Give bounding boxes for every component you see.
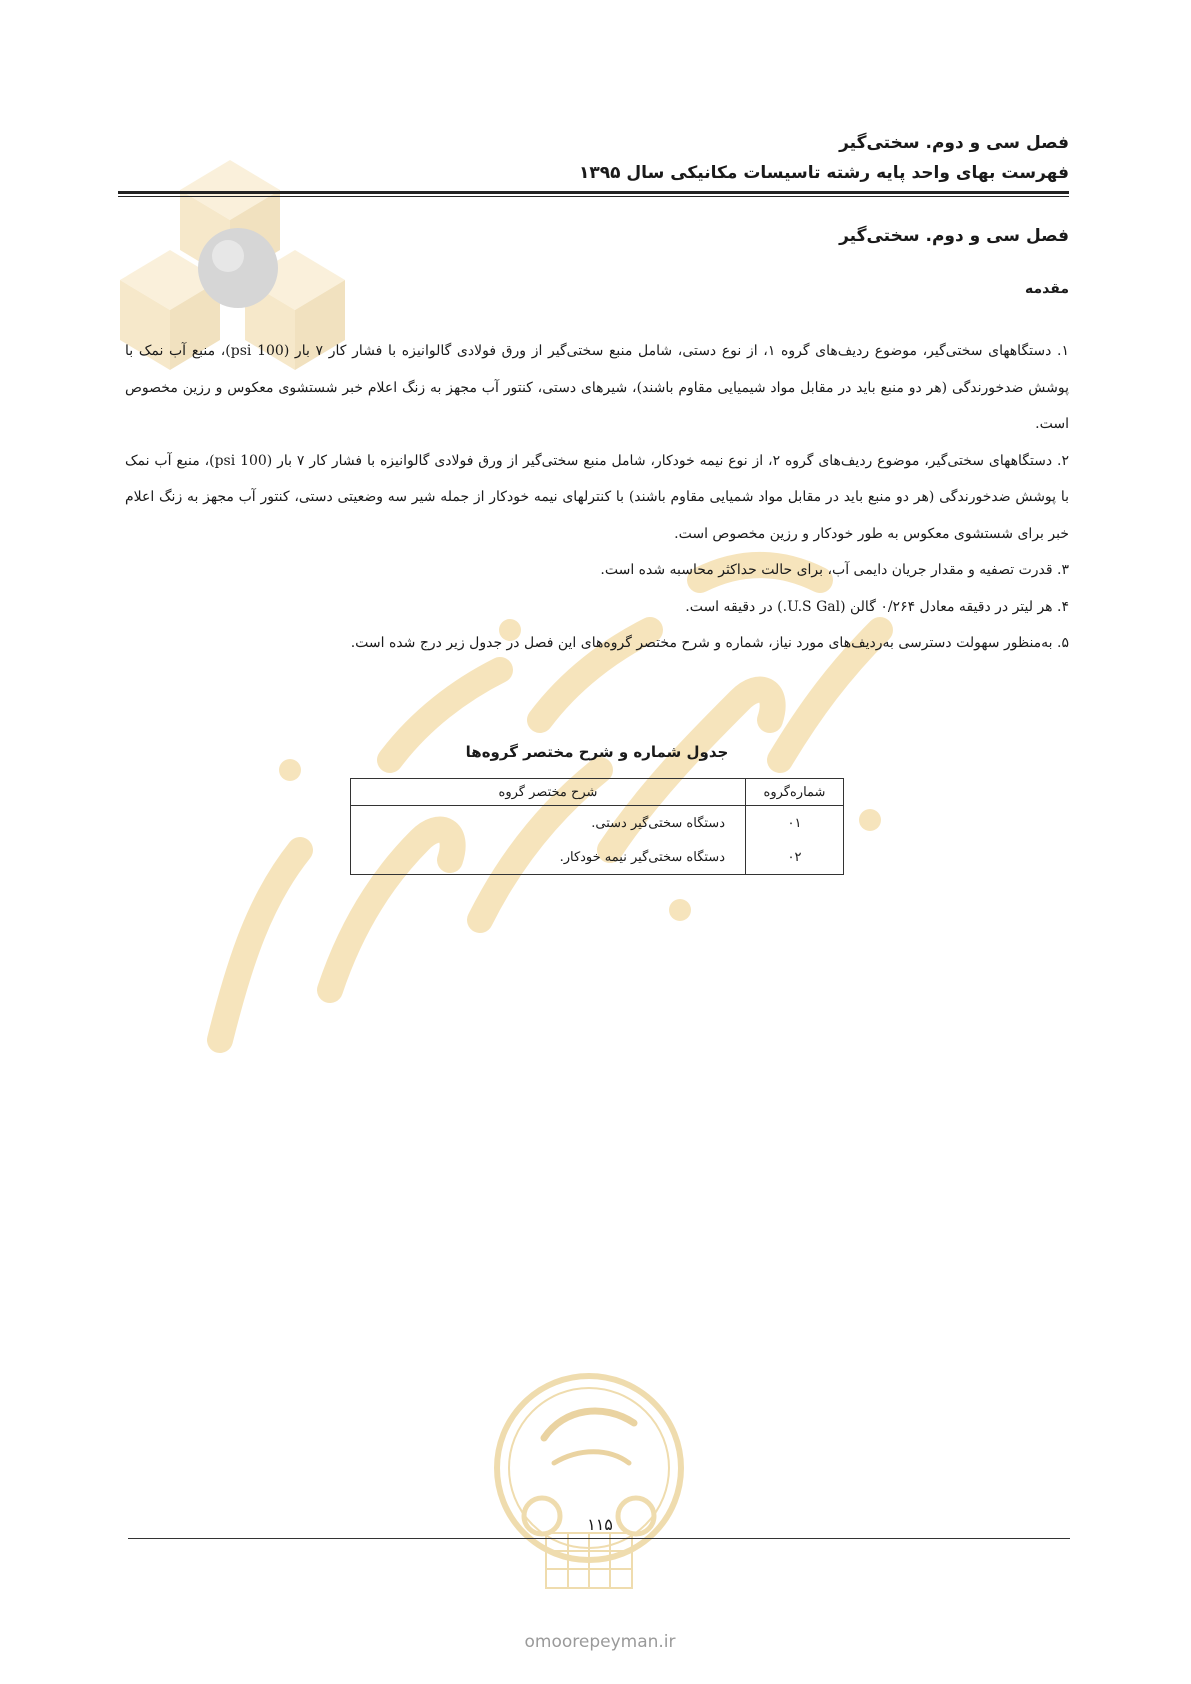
header-chapter-title: فصل سی و دوم. سختی‌گیر	[839, 133, 1069, 153]
paragraph-1: ۱. دستگاههای سختی‌گیر، موضوع ردیف‌های گروه ۱، از نوع دستی، شامل منبع سختی‌گیر از ورق فولادی گالوانیزه با فشار کار ۷ بار (100 psi)، منبع آب نمک با پوشش ضدخورندگی (هر دو منبع باید در مقابل مواد شیمیایی مقاوم باشند)، شیرهای دستی، کنتور آب مجهز به زنگ اعلام خبر شستشوی معکوس و رزین مخصوص است.	[125, 343, 1070, 432]
header-group-number: شماره‌گروه	[746, 779, 844, 806]
section-title: فصل سی و دوم. سختی‌گیر	[839, 226, 1069, 246]
paragraph-2: ۲. دستگاههای سختی‌گیر، موضوع ردیف‌های گروه ۲، از نوع نیمه خودکار، شامل منبع سختی‌گیر از ورق فولادی گالوانیزه با فشار کار ۷ بار (100 psi)، منبع آب نمک با پوشش ضدخورندگی (هر دو منبع باید در مقابل مواد شمیایی مقاوم باشند) با کنترلهای نیمه خودکار از جمله شیر سه وضعیتی دستی، کنتور آب مجهز به زنگ اعلام خبر برای شستشوی معکوس به طور خودکار و رزین مخصوص است.	[125, 452, 1069, 542]
seal-watermark	[484, 1368, 694, 1598]
running-header	[119, 128, 1069, 188]
group-description-cell: دستگاه سختی‌گیر دستی.	[351, 806, 746, 841]
table-caption: جدول شماره و شرح مختصر گروه‌ها	[465, 743, 729, 761]
page-number: ۱۱۵	[587, 1515, 613, 1534]
paragraph-5: ۵. به‌منظور سهولت دسترسی به‌ردیف‌های مورد نیاز، شماره و شرح مختصر گروه‌های این فصل در جدول زیر درج شده است.	[350, 635, 1069, 651]
footer-rule	[128, 1538, 1070, 1539]
intro-heading: مقدمه	[1025, 281, 1069, 297]
group-number-cell: ۰۱	[746, 806, 844, 841]
paragraph-4: ۴. هر لیتر در دقیقه معادل ۰/۲۶۴ گالن (U.S Gal.) در دقیقه است.	[685, 598, 1069, 615]
website-watermark: omoorepeyman.ir	[524, 1632, 676, 1652]
intro-body	[125, 333, 1069, 662]
table-row	[351, 806, 844, 841]
table-header-row	[351, 779, 844, 806]
header-document-title: فهرست بهای واحد پایه رشته تاسیسات مکانیکی سال ۱۳۹۵	[579, 163, 1069, 183]
paragraph-3: ۳. قدرت تصفیه و مقدار جریان دایمی آب، برای حالت حداکثر محاسبه شده است.	[600, 562, 1069, 578]
groups-table	[350, 778, 844, 875]
header-group-description: شرح مختصر گروه	[351, 779, 746, 806]
group-description-cell: دستگاه سختی‌گیر نیمه خودکار.	[351, 840, 746, 875]
header-rule-thin	[118, 196, 1069, 197]
header-rule-thick	[118, 191, 1069, 194]
group-number-cell: ۰۲	[746, 840, 844, 875]
table-row	[351, 840, 844, 875]
